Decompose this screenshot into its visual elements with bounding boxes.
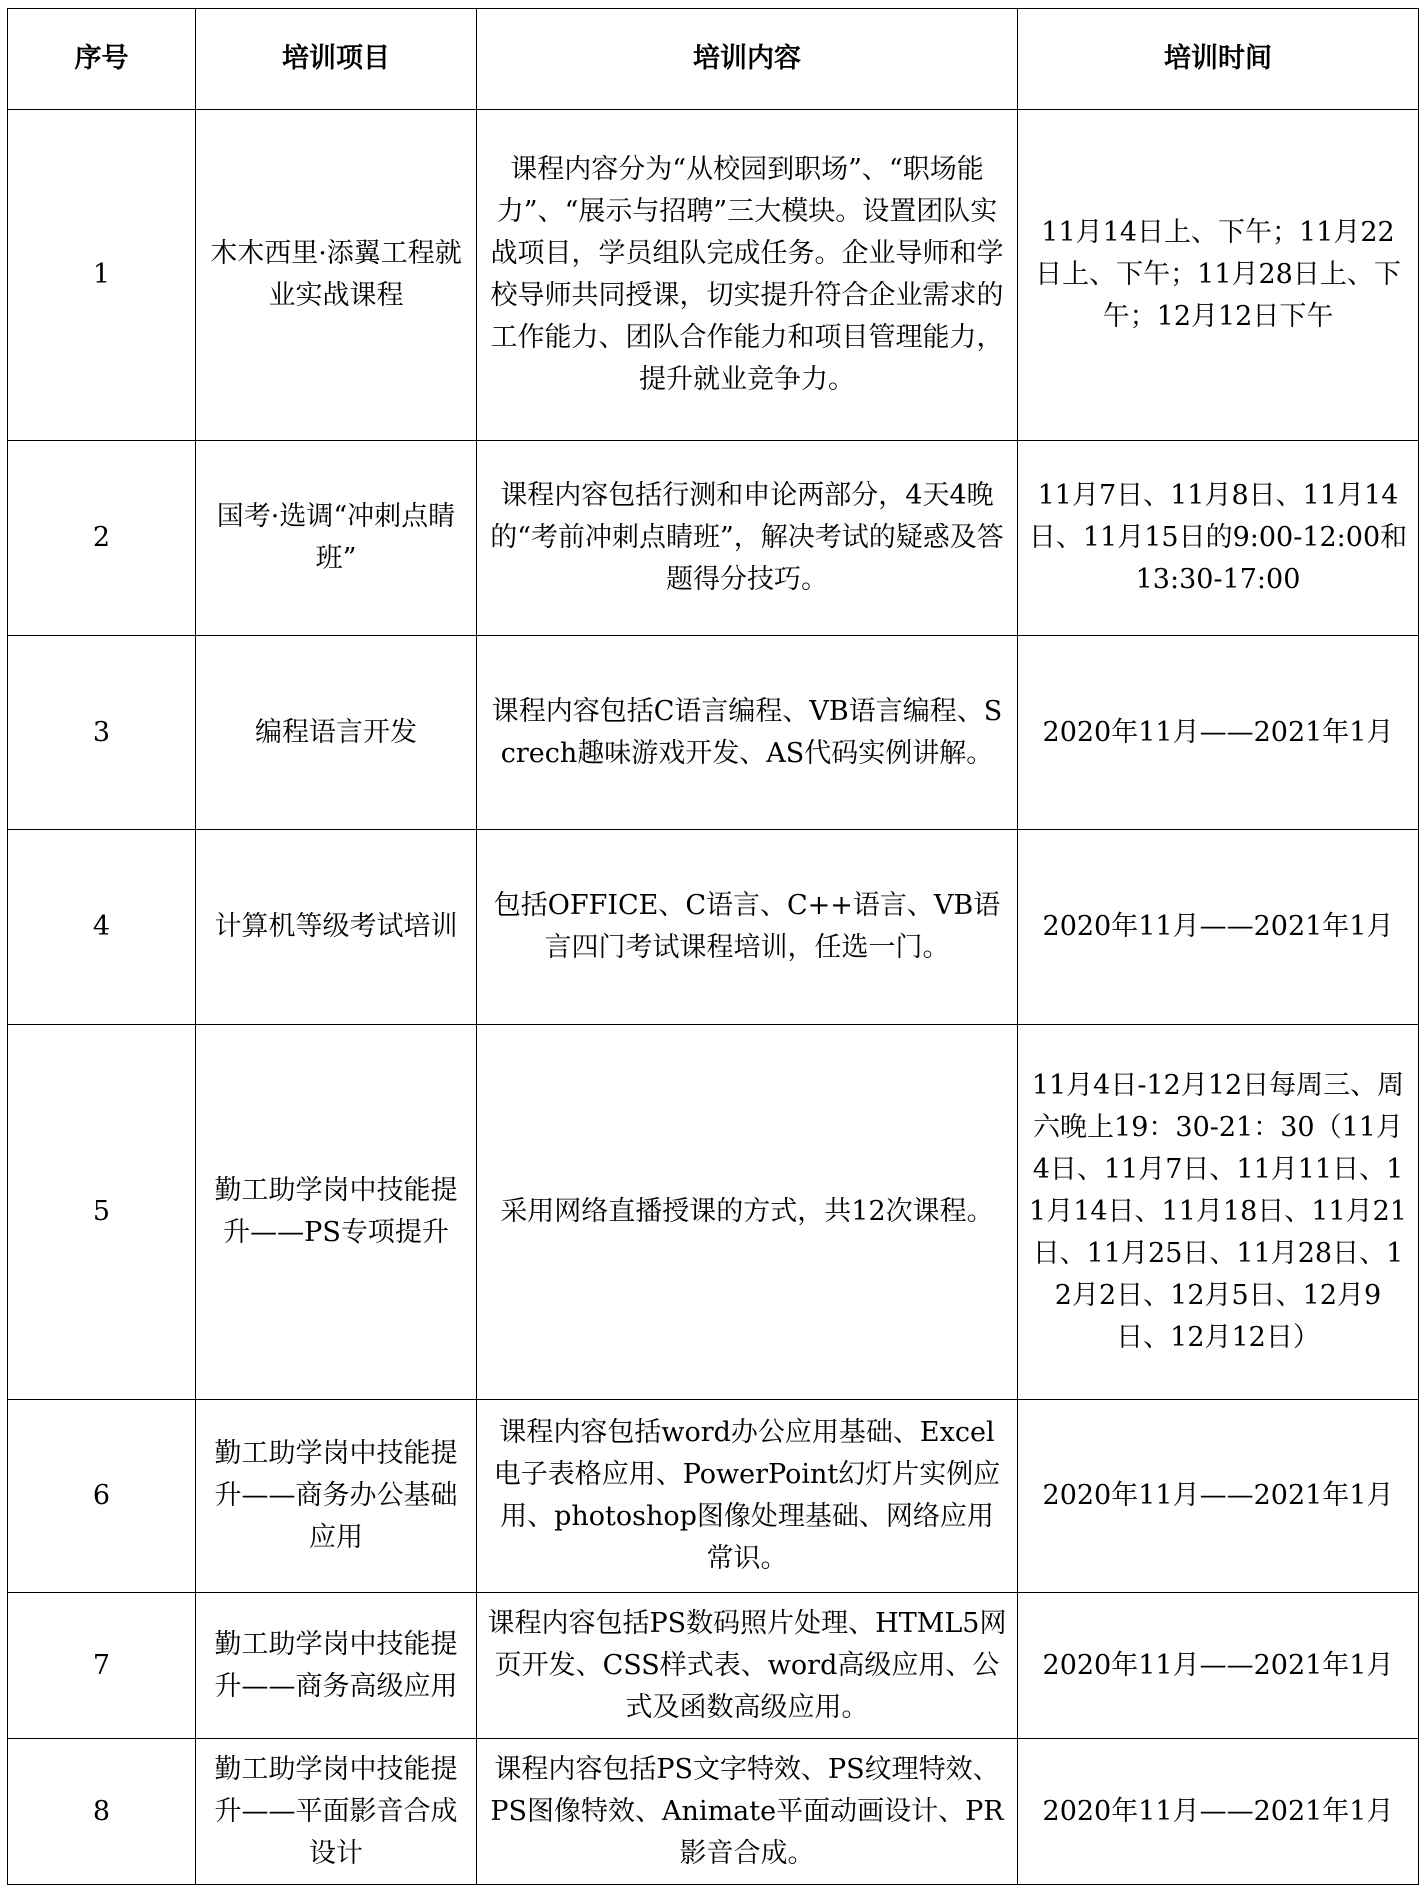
project-name: 勤工助学岗中技能提升——商务高级应用 xyxy=(196,1593,477,1739)
training-time: 2020年11月——2021年1月 xyxy=(1018,1400,1419,1593)
row-number: 4 xyxy=(8,830,196,1025)
row-number: 5 xyxy=(8,1025,196,1400)
course-content: 课程内容包括PS数码照片处理、HTML5网页开发、CSS样式表、word高级应用、公式及函数高级应用。 xyxy=(477,1593,1018,1739)
course-content: 采用网络直播授课的方式，共12次课程。 xyxy=(477,1025,1018,1400)
training-table xyxy=(7,8,1419,1885)
header-no: 序号 xyxy=(8,9,196,110)
table-row xyxy=(8,1593,1419,1739)
course-content: 课程内容包括C语言编程、VB语言编程、Screch趣味游戏开发、AS代码实例讲解。 xyxy=(477,636,1018,830)
table-row xyxy=(8,441,1419,636)
row-number: 6 xyxy=(8,1400,196,1593)
training-time: 11月7日、11月8日、11月14日、11月15日的9:00-12:00和13:30-17:00 xyxy=(1018,441,1419,636)
training-time: 11月14日上、下午；11月22日上、下午；11月28日上、下午；12月12日下午 xyxy=(1018,110,1419,441)
project-name: 木木西里·添翼工程就业实战课程 xyxy=(196,110,477,441)
project-name: 国考·选调“冲刺点睛班” xyxy=(196,441,477,636)
table-row xyxy=(8,636,1419,830)
course-content: 课程内容分为“从校园到职场”、“职场能力”、“展示与招聘”三大模块。设置团队实战项目，学员组队完成任务。企业导师和学校导师共同授课，切实提升符合企业需求的工作能力、团队合作能力和项目管理能力，提升就业竞争力。 xyxy=(477,110,1018,441)
table-row xyxy=(8,830,1419,1025)
training-time: 11月4日-12月12日每周三、周六晚上19：30-21：30（11月4日、11月7日、11月11日、11月14日、11月18日、11月21日、11月25日、11月28日、12月2日、12月5日、12月9日、12月12日） xyxy=(1018,1025,1419,1400)
table-row xyxy=(8,1400,1419,1593)
course-content: 课程内容包括行测和申论两部分，4天4晚的“考前冲刺点睛班”，解决考试的疑惑及答题得分技巧。 xyxy=(477,441,1018,636)
table-row xyxy=(8,110,1419,441)
table-row xyxy=(8,1739,1419,1885)
table-row xyxy=(8,1025,1419,1400)
header-project: 培训项目 xyxy=(196,9,477,110)
row-number: 1 xyxy=(8,110,196,441)
row-number: 7 xyxy=(8,1593,196,1739)
project-name: 勤工助学岗中技能提升——PS专项提升 xyxy=(196,1025,477,1400)
header-time: 培训时间 xyxy=(1018,9,1419,110)
project-name: 计算机等级考试培训 xyxy=(196,830,477,1025)
course-content: 课程内容包括PS文字特效、PS纹理特效、PS图像特效、Animate平面动画设计、PR影音合成。 xyxy=(477,1739,1018,1885)
project-name: 勤工助学岗中技能提升——平面影音合成设计 xyxy=(196,1739,477,1885)
row-number: 2 xyxy=(8,441,196,636)
training-time: 2020年11月——2021年1月 xyxy=(1018,1593,1419,1739)
header-content: 培训内容 xyxy=(477,9,1018,110)
course-content: 包括OFFICE、C语言、C++语言、VB语言四门考试课程培训，任选一门。 xyxy=(477,830,1018,1025)
project-name: 编程语言开发 xyxy=(196,636,477,830)
project-name: 勤工助学岗中技能提升——商务办公基础应用 xyxy=(196,1400,477,1593)
course-content: 课程内容包括word办公应用基础、Excel电子表格应用、PowerPoint幻灯片实例应用、photoshop图像处理基础、网络应用常识。 xyxy=(477,1400,1018,1593)
table-header-row xyxy=(8,9,1419,110)
training-time: 2020年11月——2021年1月 xyxy=(1018,636,1419,830)
row-number: 3 xyxy=(8,636,196,830)
training-time: 2020年11月——2021年1月 xyxy=(1018,830,1419,1025)
row-number: 8 xyxy=(8,1739,196,1885)
training-time: 2020年11月——2021年1月 xyxy=(1018,1739,1419,1885)
